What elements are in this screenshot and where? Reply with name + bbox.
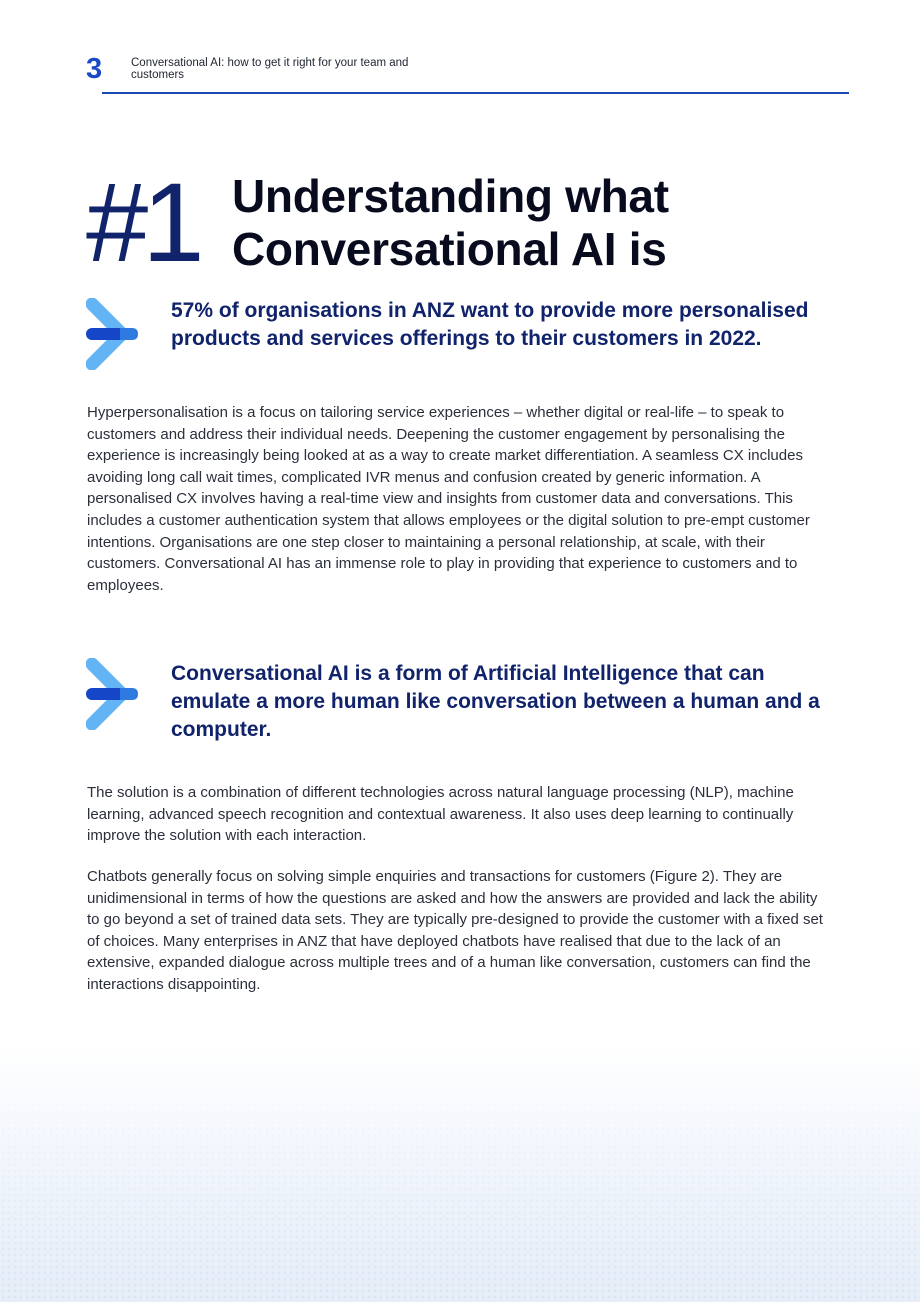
section-title: Understanding what Conversational AI is bbox=[232, 170, 669, 275]
dotted-pattern-decoration bbox=[0, 1072, 920, 1302]
page-header bbox=[86, 54, 849, 94]
body-paragraph: Hyperpersonalisation is a focus on tailoring service experiences – whether digital or real-life – to speak to customers and address their individual needs. Deepening the customer engagement by personalising the experience is increasingly being looked at as a way to create market differentiation. A seamless CX includes avoiding long call wait times, complicated IVR menus and confusion created by generic information. A personalised CX involves having a real-time view and insights from customer data and conversations. This includes a customer authentication system that allows employees or the digital solution to pre-empt customer intentions. Organisations are one step closer to maintaining a personal relationship, at scale, with their customers. Conversational AI has an immense role to play in providing that experience to customers and to employees. bbox=[87, 404, 810, 594]
section-number: #1 bbox=[86, 160, 199, 285]
page-number: 3 bbox=[86, 53, 103, 85]
document-title: Conversational AI: how to get it right for your team and customers bbox=[131, 57, 409, 81]
callout-definition: Conversational AI is a form of Artificial Intelligence that can emulate a more human like conversation between a human and a computer. bbox=[171, 662, 820, 741]
chevron-arrow-icon bbox=[86, 298, 142, 370]
chevron-arrow-icon bbox=[86, 658, 142, 730]
body-paragraph: The solution is a combination of different technologies across natural language processing (NLP), machine learning, advanced speech recognition and contextual awareness. It also uses deep learning to continually improve the solution with each interaction. bbox=[87, 784, 794, 845]
callout-statistic: 57% of organisations in ANZ want to provide more personalised products and services offerings to their customers in 2022. bbox=[171, 299, 809, 350]
body-paragraph: Chatbots generally focus on solving simple enquiries and transactions for customers (Figure 2). They are unidimensional in terms of how the questions are asked and how the answers are provided and lack the ability to go beyond a set of trained data sets. They are typically pre-designed to provide the customer with a fixed set of choices. Many enterprises in ANZ that have deployed chatbots have realised that due to the lack of an extensive, expanded dialogue across multiple trees and of a human like conversation, customers can find the interactions disappointing. bbox=[87, 868, 823, 993]
header-divider bbox=[102, 92, 849, 94]
